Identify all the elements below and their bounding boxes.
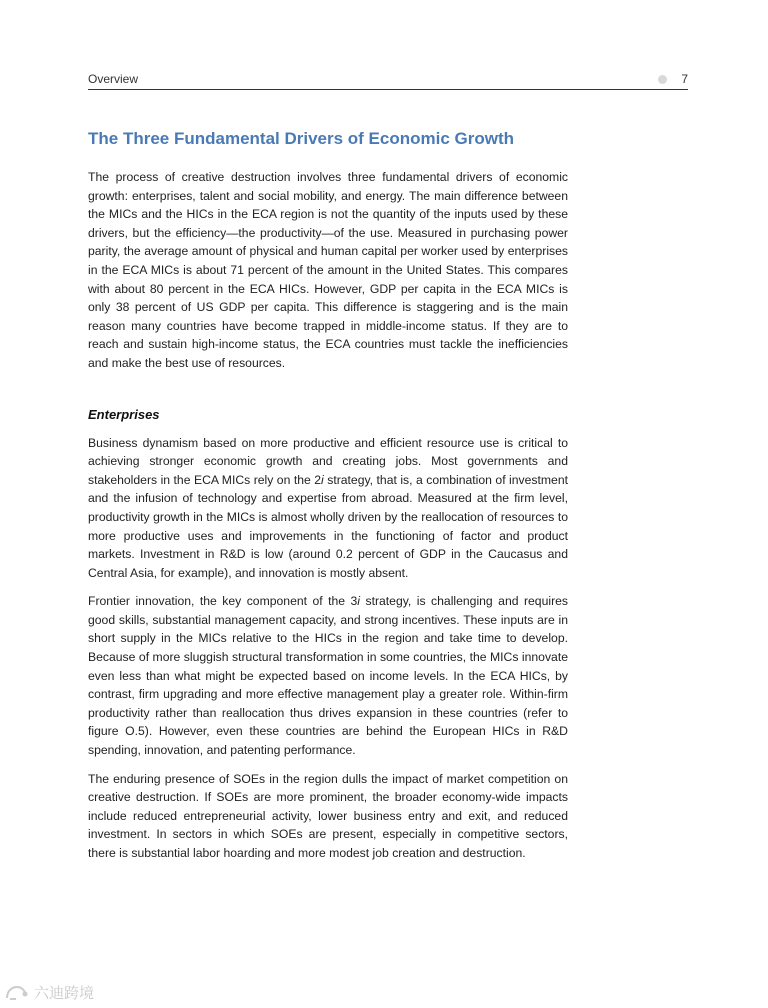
watermark-text: 六迪跨境 [34,985,95,1002]
watermark [4,982,94,1003]
intro-paragraph: The process of creative destruction involves three fundamental drivers of economic growth: enterprises, talent and social mobility, and energy. The main difference between the MICs and the HICs in the ECA region is not the quantity of the inputs used by these drivers, but the efficiency—the productivity—of the use. Measured in purchasing power parity, the average amount of physical and human capital per worker used by enterprises in the ECA MICs is about 71 percent of the amount in the United States. This compares with about 80 percent in the ECA HICs. However, GDP per capita in the ECA MICs is only 38 percent of US GDP per capita. This difference is staggering and is the main reason many countries have become trapped in middle-income status. If they are to reach and sustain high-income status, the ECA countries must tackle the inefficiencies and make the best use of resources. [88,170,568,370]
subhead-enterprises: Enterprises [88,406,160,422]
running-header [88,71,688,90]
running-header-title: Overview [88,72,139,86]
enterprises-paragraph-1: Business dynamism based on more productive and efficient resource use is critical to achieving stronger economic growth and creating jobs. Most governments and stakeholders in the ECA MICs rely on the 2i strategy, that is, a combination of investment and the infusion of technology and expertise from abroad. Measured at the firm level, productivity growth in the MICs is almost wholly driven by the reallocation of resources to more productive uses and improvements in the functioning of factor and product markets. Investment in R&D is low (around 0.2 percent of GDP in the Caucasus and Central Asia, for example), and innovation is mostly absent. [88,435,568,580]
page-number: 7 [681,72,688,86]
section-title: The Three Fundamental Drivers of Economic Growth [88,129,515,148]
watermark-logo-icon [4,984,30,1002]
page-number-group [658,72,688,86]
enterprises-paragraph-3: The enduring presence of SOEs in the region dulls the impact of market competition on creative destruction. If SOEs are more prominent, the broader economy-wide impacts include reduced entrepreneurial activity, lower business entry and exit, and reduced investment. In sectors in which SOEs are present, especially in competitive sectors, there is substantial labor hoarding and more modest job creation and destruction. [88,771,568,860]
bullet-dot-icon [658,75,667,84]
enterprises-paragraph-2: Frontier innovation, the key component of the 3i strategy, is challenging and requires good skills, substantial management capacity, and strong incentives. These inputs are in short supply in the MICs relative to the HICs in the region and take time to develop. Because of more sluggish structural transformation in some countries, the MICs innovate even less than what might be expected based on income levels. In the ECA HICs, by contrast, firm upgrading and more effective management play a greater role. Within-firm productivity rather than reallocation thus drives expansion in these countries (refer to figure O.5). However, even these countries are behind the European HICs in R&D spending, innovation, and patenting performance. [88,594,568,758]
body-content [88,168,568,873]
